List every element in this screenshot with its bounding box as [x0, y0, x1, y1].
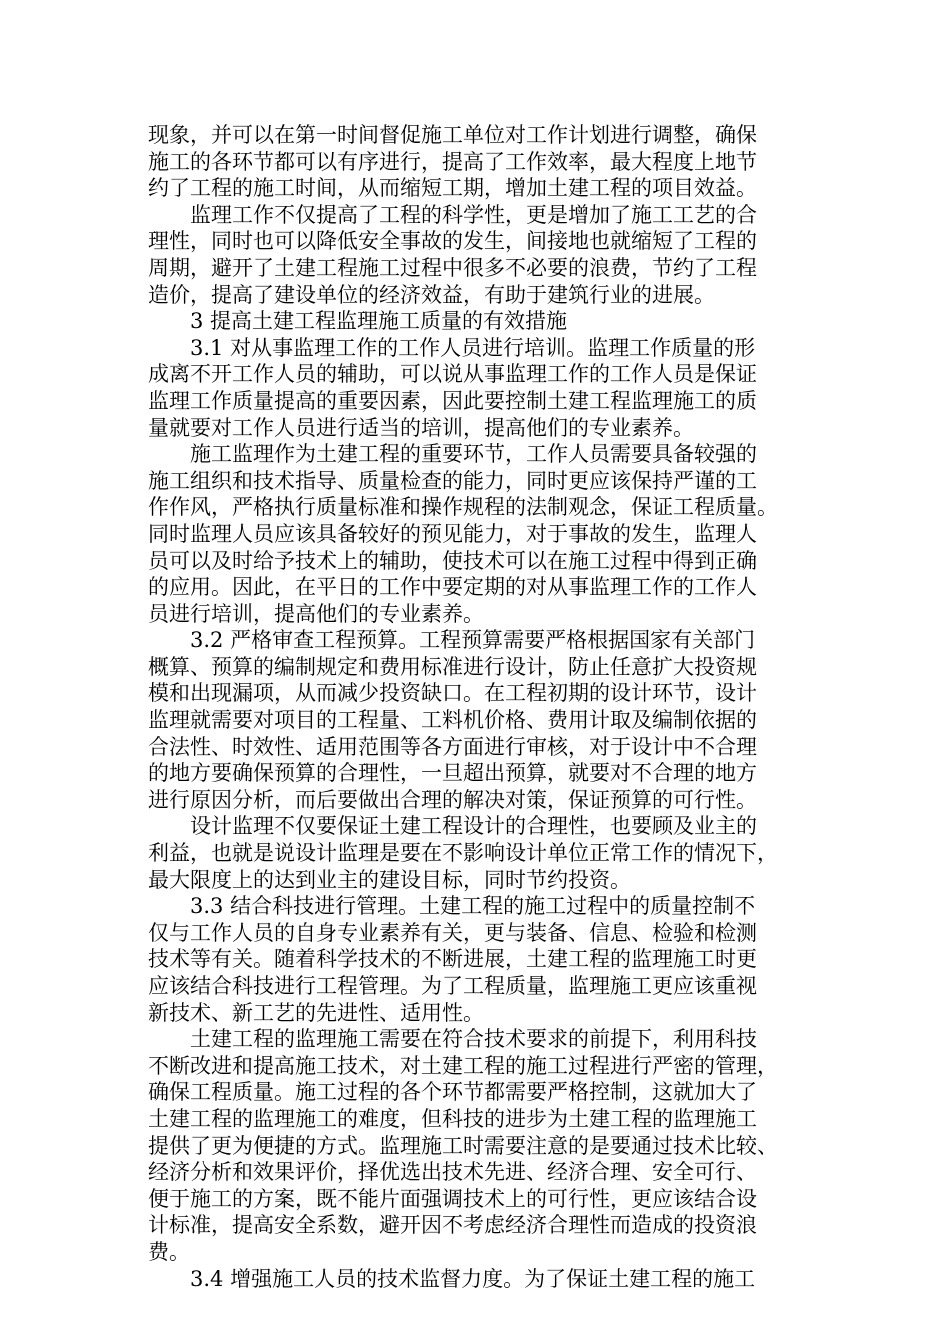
text-line: 提供了更为便捷的方式。监理施工时需要注意的是要通过技术比较、 [148, 1133, 778, 1158]
text-line: 现象，并可以在第一时间督促施工单位对工作计划进行调整，确保 [148, 123, 757, 147]
text-line: 监理工作质量提高的重要因素，因此要控制土建工程监理施工的质 [148, 388, 757, 413]
text-line: 施工组织和技术指导、质量检查的能力，同时更应该保持严谨的工 [148, 468, 757, 493]
text-line: 员可以及时给予技术上的辅助，使技术可以在施工过程中得到正确 [148, 548, 757, 573]
paragraph-first-line: 施工监理作为土建工程的重要环节，工作人员需要具备较强的 [190, 442, 757, 467]
text-line: 作作风，严格执行质量标准和操作规程的法制观念，保证工程质量。 [148, 495, 778, 520]
text-line: 合法性、时效性、适用范围等各方面进行审核，对于设计中不合理 [148, 734, 757, 759]
text-line: 量就要对工作人员进行适当的培训，提高他们的专业素养。 [148, 415, 694, 440]
text-line: 约了工程的施工时间，从而缩短工期，增加土建工程的项目效益。 [148, 176, 757, 201]
paragraph-first-line: 设计监理不仅要保证土建工程设计的合理性，也要顾及业主的 [190, 814, 757, 839]
text-line: 土建工程的监理施工的难度，但科技的进步为土建工程的监理施工 [148, 1106, 757, 1131]
text-line: 同时监理人员应该具备较好的预见能力，对于事故的发生，监理人 [148, 521, 757, 546]
text-line: 的地方要确保预算的合理性，一旦超出预算，就要对不合理的地方 [148, 761, 757, 786]
text-line: 便于施工的方案，既不能片面强调技术上的可行性，更应该结合设 [148, 1186, 757, 1211]
text-line: 造价，提高了建设单位的经济效益，有助于建筑行业的进展。 [148, 282, 715, 307]
subsection-first-line: 3.1 对从事监理工作的工作人员进行培训。监理工作质量的形 [190, 335, 756, 360]
text-line: 费。 [148, 1239, 190, 1264]
text-line: 不断改进和提高施工技术，对土建工程的施工过程进行严密的管理， [148, 1053, 778, 1078]
subsection-first-line: 3.4 增强施工人员的技术监督力度。为了保证土建工程的施工 [190, 1266, 756, 1291]
text-line: 概算、预算的编制规定和费用标准进行设计，防止任意扩大投资规 [148, 654, 757, 679]
section-heading: 3 提高土建工程监理施工质量的有效措施 [190, 309, 568, 334]
text-line: 周期，避开了土建工程施工过程中很多不必要的浪费，节约了工程 [148, 255, 757, 280]
text-line: 进行原因分析，而后要做出合理的解决对策，保证预算的可行性。 [148, 787, 757, 812]
text-line: 应该结合科技进行工程管理。为了工程质量，监理施工更应该重视 [148, 974, 757, 998]
text-line: 利益，也就是说设计监理是要在不影响设计单位正常工作的情况下， [148, 841, 778, 866]
subsection-first-line: 3.2 严格审查工程预算。工程预算需要严格根据国家有关部门 [190, 628, 756, 653]
text-line: 理性，同时也可以降低安全事故的发生，间接地也就缩短了工程的 [148, 229, 757, 254]
text-line: 仅与工作人员的自身专业素养有关，更与装备、信息、检验和检测 [148, 920, 757, 945]
paragraph-first-line: 监理工作不仅提高了工程的科学性，更是增加了施工工艺的合 [190, 202, 757, 227]
text-line: 员进行培训，提高他们的专业素养。 [148, 601, 484, 626]
text-line: 成离不开工作人员的辅助，可以说从事监理工作的工作人员是保证 [148, 362, 757, 387]
subsection-first-line: 3.3 结合科技进行管理。土建工程的施工过程中的质量控制不 [190, 894, 756, 919]
text-line: 技术等有关。随着科学技术的不断进展，土建工程的监理施工时更 [148, 947, 757, 972]
text-line: 最大限度上的达到业主的建设目标，同时节约投资。 [148, 867, 631, 892]
text-line: 经济分析和效果评价，择优选出技术先进、经济合理、安全可行、 [148, 1160, 757, 1185]
text-line: 确保工程质量。施工过程的各个环节都需要严格控制，这就加大了 [148, 1080, 757, 1105]
text-line: 模和出现漏项，从而减少投资缺口。在工程初期的设计环节，设计 [148, 681, 757, 706]
document-body [148, 122, 808, 1292]
paragraph-first-line: 土建工程的监理施工需要在符合技术要求的前提下，利用科技 [190, 1027, 757, 1052]
text-line: 的应用。因此，在平日的工作中要定期的对从事监理工作的工作人 [148, 575, 757, 600]
text-line: 计标准，提高安全系数，避开因不考虑经济合理性而造成的投资浪 [148, 1213, 757, 1238]
text-line: 监理就需要对项目的工程量、工料机价格、费用计取及编制依据的 [148, 708, 757, 733]
text-line: 施工的各环节都可以有序进行，提高了工作效率，最大程度上地节 [148, 149, 757, 174]
text-line: 新技术、新工艺的先进性、适用性。 [148, 1000, 484, 1025]
